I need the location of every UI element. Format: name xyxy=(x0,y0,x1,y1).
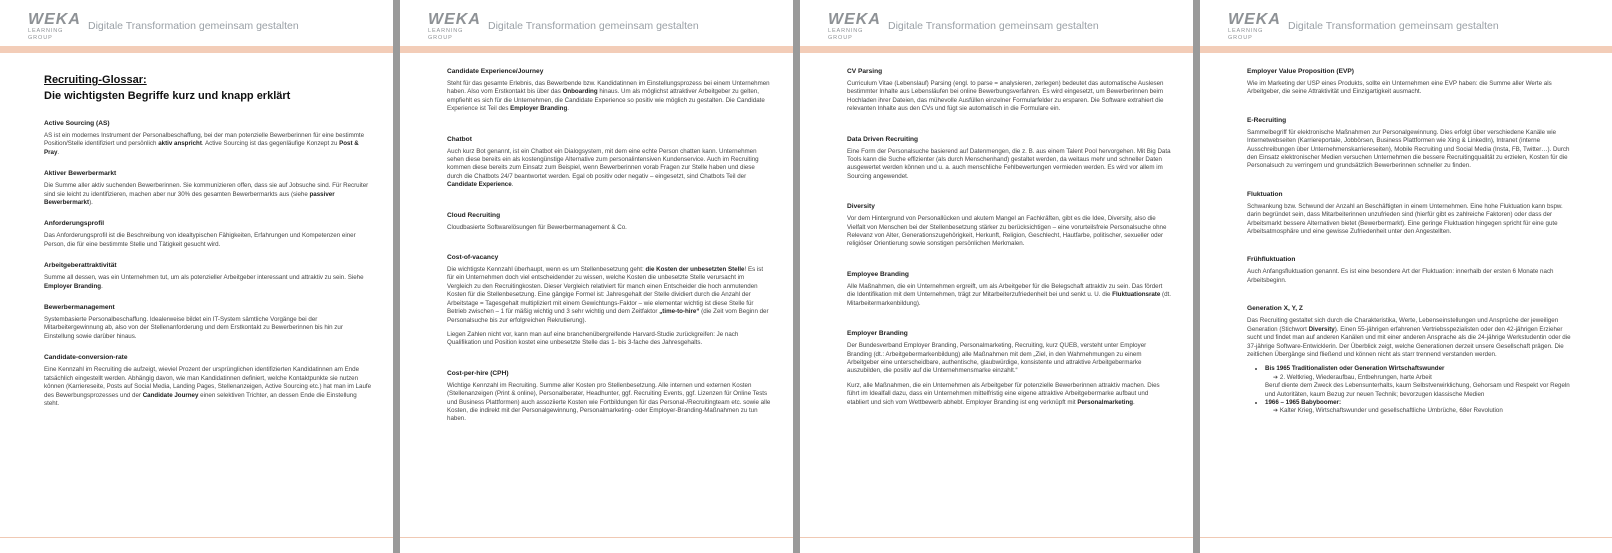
page-4 xyxy=(1200,0,1612,553)
entry-text-2: Liegen Zahlen nicht vor, kann man auf eine branchenübergreifende Harvard-Studie zurückgreifen: Je nach Qualifikation und Position kostet eine unbesetzte Stelle das 1- bis 3-fache des Jahresgehalts. xyxy=(447,330,739,347)
footer-line xyxy=(1200,537,1612,538)
entry-heading: Employee Branding xyxy=(847,270,909,278)
generation-list xyxy=(1247,365,1572,415)
entry-heading: Anforderungsprofil xyxy=(44,220,105,228)
glossary-entry xyxy=(447,370,771,424)
entry-text: Das Anforderungsprofil ist die Beschreibung von idealtypischen Fähigkeiten, Erfahrungen und Kompetenzen einer Person, die für eine bestimmte Stelle und Tätigkeit gesucht wird. xyxy=(44,232,356,248)
entry-text: Eine Kennzahl im Recruiting die aufzeigt, wieviel Prozent der ursprünglichen identifizierten Kandidatinnen am Ende tatsächlich eingestellt werden. Abhängig davon, wie man Kandidatinnen definiert, welche Kontaktpunkte sie nutzen können (Karriereseite, Posts auf Social Media, Landing Pages, Stellenanzeigen, Active Sourcing etc.) hat man im Laufe des Bewerbungsprozesses und der Candidate Journey einen selektiven Trichter, an dessen Ende die Einstellung steht. xyxy=(44,366,372,407)
entry-heading: Cloud Recruiting xyxy=(447,211,501,219)
glossary-entry xyxy=(847,330,1171,407)
header-tagline: Digitale Transformation gemeinsam gestalten xyxy=(88,20,299,32)
glossary-entry xyxy=(447,68,771,114)
entry-text: Vor dem Hintergrund von Personallücken und akutem Mangel an Fachkräften, gibt es die Idee, Diversity, also die Vielfalt von Menschen bei der Stellenbesetzung stärker zu berücksichtigen – eine vorurteilsfreie Personalsuche ohne Relevanz von Alter, Generationszugehörigkeit, Herkunft, Religion, Geschlecht, Hautfarbe, politischer, sexueller oder religiöser Orientierung sowie sonstigen persönlichen Merkmalen. xyxy=(847,215,1167,248)
weka-logo: WEKA LEARNING GROUP xyxy=(828,11,881,41)
entry-heading: Employer Branding xyxy=(847,330,908,338)
header-tagline: Digitale Transformation gemeinsam gestalten xyxy=(488,20,699,32)
entry-text: Auch kurz Bot genannt, ist ein Chatbot ein Dialogsystem, mit dem eine echte Person chatten kann. Unternehmen sehen diese bereits ein als kostengünstige Alternative zum personalintensiven Kundenservice. Auch im Recruiting kommen diese bereits zum Einsatz zum Beispiel, wenn Bewerberinnen vorab Fragen zur Stelle haben und diese durch die Chatbots 24/7 beantwortet werden. Egal ob positiv oder negativ – eingesetzt, sind Chatbots Teil der Candidate Experience. xyxy=(447,147,759,189)
entry-heading: Active Sourcing (AS) xyxy=(44,120,110,127)
accent-bar xyxy=(800,46,1193,53)
entry-text: Das Recruiting gestaltet sich durch die Charakteristika, Werte, Lebenseinstellungen und Ansprüche der jeweiligen Generation (Stichwort Diversity). Einen 55-jährigen erfahrenen Vertriebsspezialisten oder den 42-jährigen Erzieher sucht und findet man auf anderen Kanälen und mit einer anderen Ansprache als die 24-jährige Werkstudentin oder die 37-jährige Software-Entwicklerin. Der Überblick zeigt, welche Generationen derzeit unsere Gesellschaft prägen. Die zeitlichen Übergänge sind fließend und können nicht als starr trennend verstanden werden. xyxy=(1247,317,1571,358)
glossary-entry xyxy=(44,262,373,291)
glossary-entry xyxy=(847,136,1171,182)
page-content xyxy=(447,68,771,437)
page-2 xyxy=(400,0,793,553)
glossary-title: Recruiting-Glossar: xyxy=(44,74,147,86)
list-item: • 1966 – 1965 Babyboomer: ➔ Kalter Krieg, Wirtschaftswunder und gesellschaftliche Umbrüche, 68er Revolution xyxy=(1265,399,1572,416)
glossary-subtitle: Die wichtigsten Begriffe kurz und knapp erklärt xyxy=(44,90,291,102)
entry-text: Die Summe aller aktiv suchenden Bewerberinnen. Sie kommunizieren offen, dass sie auf Jobsuche sind. Für Recruiter sind sie leicht zu identifizieren, machen aber nur 30% des gesamten Bewerbermarkts aus (siehe passiver Bewerbermarkt). xyxy=(44,182,369,207)
glossary-entry xyxy=(1247,305,1572,415)
entry-text: Alle Maßnahmen, die ein Unternehmen ergreift, um als Arbeitgeber für die Belegschaft attraktiv zu sein. Das fördert die Identifikation mit dem Unternehmen, trägt zur Mitarbeiterzufriedenheit bei und senkt u. U. die Fluktuationsrate (dt. Mitarbeitermarkenbildung). xyxy=(847,282,1171,307)
page-header xyxy=(0,0,393,48)
accent-bar xyxy=(400,46,793,53)
entry-heading: Aktiver Bewerbermarkt xyxy=(44,170,117,178)
header-tagline: Digitale Transformation gemeinsam gestalten xyxy=(1288,20,1499,32)
page-header xyxy=(400,0,793,48)
glossary-entry xyxy=(44,354,373,408)
entry-heading: Candidate-conversion-rate xyxy=(44,354,128,362)
accent-bar xyxy=(1200,46,1612,53)
entry-heading: Employer Value Proposition (EVP) xyxy=(1247,68,1354,75)
entry-heading: Generation X, Y, Z xyxy=(1247,305,1303,313)
footer-line xyxy=(400,537,793,538)
glossary-entry xyxy=(1247,68,1572,97)
glossary-entry xyxy=(1247,256,1572,285)
entry-text: Cloudbasierte Softwarelösungen für Bewerbermanagement & Co. xyxy=(447,223,627,231)
entry-text: AS ist ein modernes Instrument der Personalbeschaffung, bei der man potenzielle Bewerberinnen für eine bestimmte Position/Stelle identifiziert und persönlich aktiv anspricht. Active Sourcing ist das gegenläufige Konzept zu Post & Pray. xyxy=(44,132,365,156)
glossary-entry xyxy=(847,271,1171,308)
entry-text: Schwankung bzw. Schwund der Anzahl an Beschäftigten in einem Unternehmen. Eine hohe Fluktuation kann bspw. darin begründet sein, dass Mitarbeiterinnen unzufrieden sind (hierfür gibt es zahlreiche Faktoren) oder dass der Arbeitsmarkt bessere Alternativen bietet (Bewerbermarkt). Eine geringe Fluktuation hingegen spricht für eine gute Arbeitsatmosphäre und eine gewisse Zufriedenheit unter den Angestellten. xyxy=(1247,202,1563,236)
page-header xyxy=(800,0,1193,48)
header-tagline: Digitale Transformation gemeinsam gestalten xyxy=(888,20,1099,32)
glossary-entry xyxy=(44,120,373,157)
weka-logo: WEKA LEARNING GROUP xyxy=(28,11,81,41)
glossary-entry xyxy=(1247,117,1572,171)
entry-heading: Arbeitgeberattraktivität xyxy=(44,262,117,270)
footer-line xyxy=(800,537,1193,538)
glossary-entry xyxy=(847,203,1171,249)
entry-text: Curriculum Vitae (Lebenslauf) Parsing (engl. to parse = analysieren, zerlegen) bedeutet das automatische Auslesen bestimmter Inhalte aus Lebensläufen bei online Bewerbungsverfahren. Es wird eingesetzt, um Bewerberinnen beim Hochladen ihrer Dateien, das mühevolle Ausfüllen einzelner Formularfelder zu ersparen. Die Software extrahiert die relevanten Inhalte aus den CVs und fügt sie automatisch in die Formulare ein. xyxy=(847,80,1164,113)
page-content xyxy=(847,68,1171,420)
entry-heading: Bewerbermanagement xyxy=(44,304,115,312)
weka-logo: WEKA LEARNING GROUP xyxy=(428,11,481,41)
glossary-entry xyxy=(447,136,771,190)
page-header xyxy=(1200,0,1612,48)
page-content xyxy=(44,68,373,421)
entry-heading: Data Driven Recruiting xyxy=(847,135,919,143)
entry-heading: Cost-of-vacancy xyxy=(447,254,499,262)
glossary-entry xyxy=(44,220,373,249)
entry-text: Sammelbegriff für elektronische Maßnahmen zur Personalgewinnung. Dies erfolgt über verschiedene Kanäle wie Internetwebseiten (Karriereportale, Jobbörsen, Business Plattformen wie Xing & LinkedIn), Intranet (interne Ausschreibungen über Unternehmenskarriereseiten), Mobile Recruiting und Social Media (Insta, FB, Twitter…). Durch den Einsatz elektronischer Medien versuchen Unternehmen die bessere Recruitingqualität zu erzielen, Kosten für die Personalsuch zu verringern und grundsätzlich Bewerberinnen schneller zu finden. xyxy=(1247,128,1570,170)
list-item: • Bis 1965 Traditionalisten oder Generation Wirtschaftswunder ➔ 2. Weltkrieg, Wiederaufbau, Entbehrungen, harte Arbeit Beruf diente dem Zweck des Lebensunterhalts, kaum Selbstverwirklichung, Gehorsam und Respekt vor Regeln und Autoritäten, kaum Bezug zur neuen Technik; bevorzugen klassische Medien xyxy=(1265,365,1572,399)
entry-heading: E-Recruiting xyxy=(1247,116,1287,124)
accent-bar xyxy=(0,46,393,53)
glossary-entry xyxy=(44,304,373,341)
glossary-entry xyxy=(447,254,771,348)
entry-heading: Fluktuation xyxy=(1247,190,1283,198)
entry-text: Summe all dessen, was ein Unternehmen tut, um als potenzieller Arbeitgeber interessant und attraktiv zu sein. Siehe Employer Branding. xyxy=(44,274,364,290)
entry-text: Systembasierte Personalbeschaffung. Idealerweise bildet ein IT-System sämtliche Vorgänge bei der Mitarbeitergewinnung ab, also von der Stellenanforderung und dem Erstkontakt zu Bewerberinnen bis hin zur Einstellung sowie darüber hinaus. xyxy=(44,316,343,340)
page-content xyxy=(1247,68,1572,429)
glossary-entry xyxy=(447,212,771,232)
entry-text: Wichtige Kennzahl im Recruiting. Summe aller Kosten pro Stellenbesetzung. Alle internen und externen Kosten (Stellenanzeigen (Print & online), Personalberater, Headhunter, ggf. Recruiting Events, ggf. Lizenzen für Online Tests und Business Plattformen) auch assoziierte Kosten wie Fortbildungen für das Personal-/Recruitingteam etc. sowie alle Kosten, die indirekt mit der Personalgewinnung, Personalmarketing- oder Employer-Branding-Maßnahmen zu tun haben. xyxy=(447,381,771,423)
entry-text: Wie im Marketing der USP eines Produkts, sollte ein Unternehmen eine EVP haben: die Summe aller Werte als Arbeitgeber, die seine Attraktivität und Einzigartigkeit ausmacht. xyxy=(1247,80,1552,96)
entry-heading: CV Parsing xyxy=(847,68,883,75)
entry-heading: Diversity xyxy=(847,203,875,211)
footer-line xyxy=(0,537,393,538)
glossary-entry xyxy=(1247,191,1572,237)
entry-heading: Candidate Experience/Journey xyxy=(447,68,544,75)
entry-heading: Chatbot xyxy=(447,135,472,143)
glossary-entry xyxy=(44,170,373,207)
weka-logo: WEKA LEARNING GROUP xyxy=(1228,11,1281,41)
entry-text: Die wichtigste Kennzahl überhaupt, wenn es um Stellenbesetzung geht: die Kosten der unbesetzten Stelle! Es ist für ein Unternehmen doch viel entscheidender zu wissen, welche Kosten die unbesetzte Stelle verursacht im Vergleich zu den Recruitingkosten. Dieser Vergleich relativiert für manch einen Entscheider die hoch anmutenden Kosten für die Stellenbesetzung. Eine gängige Formel ist: Jahresgehalt der Stelle dividiert durch die Anzahl der Arbeitstage = Tagesgehalt multipliziert mit einem Gewichtungs-Faktor – wie elementar wichtig ist diese Stelle für Betrieb zwischen – 1 für mäßig wichtig und 3 sehr wichtig und dem Zeitfaktor „time-to-hire“ (die Zeit vom Beginn der Personalsuche bis zur erfolgreichen Rekrutierung). xyxy=(447,266,769,324)
entry-text: Auch Anfangsfluktuation genannt. Es ist eine besondere Art der Fluktuation: innerhalb der ersten 6 Monate nach Arbeitsbeginn. xyxy=(1247,268,1554,284)
entry-text: Der Bundesverband Employer Branding, Personalmarketing, Recruiting, kurz QUEB, versteht unter Employer Branding (dt.: Arbeitgebermarkenbildung) alle Maßnahmen mit dem „Ziel, in den Wahrnehmungen zu einem Arbeitgeber eine unterscheidbare, authentische, glaubwürdige, konsistente und attraktive Arbeitgebermarke auszubilden, die positiv auf die Unternehmensmarke einzahlt.“ xyxy=(847,342,1147,375)
glossary-entry xyxy=(847,68,1171,114)
page-3 xyxy=(800,0,1193,553)
entry-heading: Cost-per-hire (CPH) xyxy=(447,369,509,377)
entry-text: Eine Form der Personalsuche basierend auf Datenmengen, die z. B. aus einem Talent Pool hervorgehen. Mit Big Data Tools kann die Suche effizienter (als durch Menschenhand) gestaltet werden, da weitaus mehr und schneller Daten ausgewertet werden können und u. a. auch menschliche Fehlbewertungen vermieden werden. Es wird vor allem im Sourcing angewendet. xyxy=(847,147,1171,180)
page-1 xyxy=(0,0,393,553)
entry-text-2: Kurz, alle Maßnahmen, die ein Unternehmen als Arbeitgeber für potenzielle Bewerberinnen attraktiv machen. Dies führt im Idealfall dazu, dass ein Unternehmen mittelfristig eine eigene attraktive Arbeitgebermarke aufbaut und etabliert und sich vom Wettbewerb abhebt. Employer Branding ist eng verknüpft mit Personalmarketing. xyxy=(847,381,1160,406)
entry-text: Steht für das gesamte Erlebnis, das Bewerbende bzw. Kandidatinnen im Einstellungsprozess bei einem Unternehmen haben. Also vom Erstkontakt bis über das Onboarding hinaus. Um als möglichst attraktiver Arbeitgeber zu gelten, empfiehlt es sich für die Unternehmen, die Candidate Experience so positiv wie möglich zu gestalten. Die Candidate Experience ist Teil des Employer Branding. xyxy=(447,80,770,113)
entry-heading: Frühfluktuation xyxy=(1247,256,1296,264)
